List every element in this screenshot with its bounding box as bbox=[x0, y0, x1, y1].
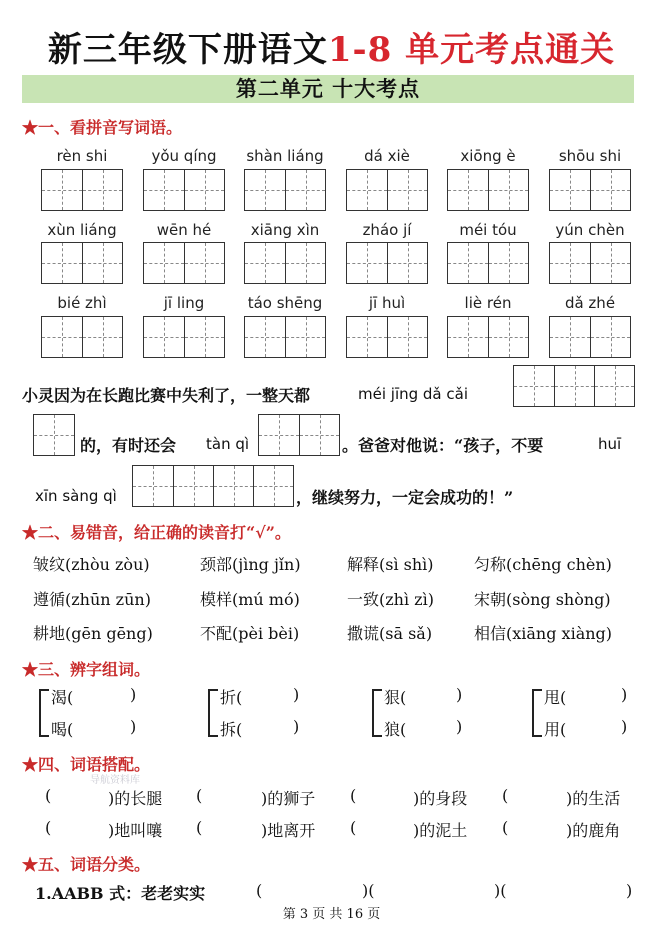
grid-cell[interactable] bbox=[347, 243, 387, 283]
pair-bracket bbox=[39, 689, 49, 737]
writing-grid[interactable] bbox=[244, 316, 326, 358]
writing-grid[interactable] bbox=[346, 242, 428, 284]
grid-cell[interactable] bbox=[184, 170, 224, 210]
pair-bracket bbox=[372, 689, 382, 737]
grid-cell[interactable] bbox=[42, 317, 82, 357]
pair-bracket bbox=[208, 689, 218, 737]
pinyin-prompt: bié zhì bbox=[57, 294, 107, 312]
grid-cell[interactable] bbox=[488, 317, 528, 357]
grid-cell[interactable] bbox=[245, 243, 285, 283]
grid-cell[interactable] bbox=[448, 317, 488, 357]
pronunciation-item[interactable]: 宋朝(sòng shòng) bbox=[474, 590, 611, 609]
grid-cell[interactable] bbox=[554, 366, 594, 406]
grid-cell[interactable] bbox=[173, 466, 213, 506]
collocation-open-paren[interactable]: ( bbox=[502, 786, 509, 805]
pronunciation-item[interactable]: 一致(zhì zì) bbox=[347, 590, 434, 609]
passage-grid-4[interactable] bbox=[132, 465, 294, 507]
collocation-open-paren[interactable]: ( bbox=[196, 818, 203, 837]
writing-grid[interactable] bbox=[143, 316, 225, 358]
grid-cell[interactable] bbox=[387, 317, 427, 357]
classify-paren-2: )( bbox=[362, 881, 375, 900]
pair-char[interactable]: 折( bbox=[220, 688, 243, 707]
collocation-open-paren[interactable]: ( bbox=[45, 786, 52, 805]
grid-cell[interactable] bbox=[448, 170, 488, 210]
pinyin-prompt: jī ling bbox=[163, 294, 205, 312]
pinyin-prompt: yǒu qíng bbox=[151, 147, 217, 165]
unit-bar: 第二单元 十大考点 bbox=[22, 75, 634, 103]
pinyin-prompt: dǎ zhé bbox=[564, 294, 616, 312]
collocation-open-paren[interactable]: ( bbox=[350, 818, 357, 837]
grid-cell[interactable] bbox=[590, 243, 630, 283]
passage-line-3: ，继续努力，一定会成功的！” bbox=[296, 488, 514, 507]
pair-char[interactable]: 狼( bbox=[384, 720, 407, 739]
pinyin-prompt: xiōng è bbox=[460, 147, 516, 165]
pair-close-paren: ) bbox=[130, 685, 137, 704]
pinyin-prompt: shàn liáng bbox=[246, 147, 324, 165]
pair-char[interactable]: 用( bbox=[544, 720, 567, 739]
pinyin-prompt: méi tóu bbox=[459, 221, 517, 239]
pair-bracket bbox=[532, 689, 542, 737]
collocation-phrase: )的生活 bbox=[566, 789, 621, 808]
pronunciation-item[interactable]: 撒谎(sā sǎ) bbox=[347, 624, 433, 643]
writing-grid[interactable] bbox=[143, 169, 225, 211]
writing-grid[interactable] bbox=[346, 316, 428, 358]
pinyin-prompt: liè rén bbox=[464, 294, 512, 312]
pronunciation-item[interactable]: 解释(sì shì) bbox=[347, 555, 434, 574]
classify-label: 1.AABB 式：老老实实 bbox=[35, 884, 206, 903]
pair-close-paren: ) bbox=[621, 717, 628, 736]
grid-cell[interactable] bbox=[34, 415, 74, 455]
grid-cell[interactable] bbox=[144, 170, 184, 210]
pinyin-prompt: yún chèn bbox=[555, 221, 625, 239]
pair-close-paren: ) bbox=[293, 717, 300, 736]
page-title bbox=[0, 22, 663, 71]
collocation-phrase: )的长腿 bbox=[108, 789, 163, 808]
collocation-open-paren[interactable]: ( bbox=[350, 786, 357, 805]
pinyin-prompt: wēn hé bbox=[156, 221, 212, 239]
grid-cell[interactable] bbox=[387, 170, 427, 210]
grid-cell[interactable] bbox=[245, 170, 285, 210]
writing-grid[interactable] bbox=[549, 169, 631, 211]
section-1-heading: ★一、看拼音写词语。 bbox=[22, 118, 183, 137]
grid-cell[interactable] bbox=[133, 466, 173, 506]
classify-paren-3: )( bbox=[494, 881, 507, 900]
grid-cell[interactable] bbox=[590, 170, 630, 210]
pair-close-paren: ) bbox=[621, 685, 628, 704]
pinyin-prompt: shōu shi bbox=[558, 147, 622, 165]
writing-grid[interactable] bbox=[549, 316, 631, 358]
grid-cell[interactable] bbox=[259, 415, 299, 455]
grid-cell[interactable] bbox=[285, 317, 325, 357]
section-3-heading: ★三、辨字组词。 bbox=[22, 660, 151, 679]
pair-char[interactable]: 渴( bbox=[51, 688, 74, 707]
grid-cell[interactable] bbox=[550, 243, 590, 283]
passage-line-2b: 。爸爸对他说：“孩子，不要 bbox=[342, 436, 544, 455]
pinyin-prompt: dá xiè bbox=[364, 147, 410, 165]
grid-cell[interactable] bbox=[82, 317, 122, 357]
pair-close-paren: ) bbox=[130, 717, 137, 736]
pronunciation-item[interactable]: 遵循(zhūn zūn) bbox=[33, 590, 151, 609]
section-2-heading: ★二、易错音，给正确的读音打“√”。 bbox=[22, 523, 291, 542]
pinyin-prompt: táo shēng bbox=[247, 294, 323, 312]
collocation-phrase: )的泥土 bbox=[413, 821, 468, 840]
section-4-heading: ★四、词语搭配。 bbox=[22, 755, 151, 774]
pinyin-prompt: zháo jí bbox=[362, 221, 412, 239]
passage-line-1: 小灵因为在长跑比赛中失利了，一整天都 bbox=[22, 386, 311, 405]
grid-cell[interactable] bbox=[144, 317, 184, 357]
grid-cell[interactable] bbox=[184, 243, 224, 283]
title-highlight: 1-8 单元考点通关 bbox=[327, 30, 616, 70]
writing-grid[interactable] bbox=[549, 242, 631, 284]
collocation-open-paren[interactable]: ( bbox=[196, 786, 203, 805]
grid-cell[interactable] bbox=[387, 243, 427, 283]
pronunciation-item[interactable]: 皱纹(zhòu zòu) bbox=[33, 555, 150, 574]
writing-grid[interactable] bbox=[41, 242, 123, 284]
grid-cell[interactable] bbox=[550, 170, 590, 210]
grid-cell[interactable] bbox=[488, 170, 528, 210]
pair-close-paren: ) bbox=[456, 717, 463, 736]
passage-grid-1[interactable] bbox=[513, 365, 635, 407]
pinyin-prompt: rèn shi bbox=[56, 147, 108, 165]
collocation-phrase: )地叫嚷 bbox=[108, 821, 163, 840]
grid-cell[interactable] bbox=[488, 243, 528, 283]
passage-grid-3[interactable] bbox=[258, 414, 340, 456]
writing-grid[interactable] bbox=[346, 169, 428, 211]
collocation-phrase: )的狮子 bbox=[261, 789, 316, 808]
grid-cell[interactable] bbox=[514, 366, 554, 406]
grid-cell[interactable] bbox=[82, 243, 122, 283]
pair-close-paren: ) bbox=[293, 685, 300, 704]
pronunciation-item[interactable]: 匀称(chēng chèn) bbox=[474, 555, 612, 574]
pair-char[interactable]: 拆( bbox=[220, 720, 243, 739]
passage-pinyin-3b: xīn sàng qì bbox=[35, 487, 117, 505]
pinyin-prompt: xùn liáng bbox=[47, 221, 117, 239]
passage-pinyin-3a: huī bbox=[598, 435, 622, 453]
grid-cell[interactable] bbox=[285, 243, 325, 283]
grid-cell[interactable] bbox=[347, 317, 387, 357]
pair-char[interactable]: 狠( bbox=[384, 688, 407, 707]
collocation-open-paren[interactable]: ( bbox=[502, 818, 509, 837]
pronunciation-item[interactable]: 耕地(gēn gēng) bbox=[33, 624, 153, 643]
writing-grid[interactable] bbox=[447, 316, 529, 358]
grid-cell[interactable] bbox=[594, 366, 634, 406]
collocation-phrase: )的身段 bbox=[413, 789, 468, 808]
pinyin-prompt: jī huì bbox=[368, 294, 406, 312]
pair-char[interactable]: 喝( bbox=[51, 720, 74, 739]
writing-grid[interactable] bbox=[143, 242, 225, 284]
collocation-phrase: )的鹿角 bbox=[566, 821, 621, 840]
writing-grid[interactable] bbox=[41, 316, 123, 358]
grid-cell[interactable] bbox=[213, 466, 253, 506]
grid-cell[interactable] bbox=[184, 317, 224, 357]
grid-cell[interactable] bbox=[42, 170, 82, 210]
grid-cell[interactable] bbox=[82, 170, 122, 210]
grid-cell[interactable] bbox=[590, 317, 630, 357]
grid-cell[interactable] bbox=[448, 243, 488, 283]
passage-pinyin-1: méi jīng dǎ cǎi bbox=[358, 385, 468, 403]
pair-close-paren: ) bbox=[456, 685, 463, 704]
pair-char[interactable]: 甩( bbox=[544, 688, 567, 707]
grid-cell[interactable] bbox=[299, 415, 339, 455]
section-5-heading: ★五、词语分类。 bbox=[22, 855, 151, 874]
grid-cell[interactable] bbox=[347, 170, 387, 210]
classify-paren-4: ) bbox=[626, 881, 633, 900]
passage-pinyin-2: tàn qì bbox=[206, 435, 250, 453]
pronunciation-item[interactable]: 模样(mú mó) bbox=[200, 590, 300, 609]
collocation-phrase: )地离开 bbox=[261, 821, 316, 840]
classify-paren-1: ( bbox=[256, 881, 263, 900]
writing-grid[interactable] bbox=[244, 242, 326, 284]
watermark: 导航资料库 bbox=[90, 775, 140, 786]
collocation-open-paren[interactable]: ( bbox=[45, 818, 52, 837]
grid-cell[interactable] bbox=[285, 170, 325, 210]
writing-grid[interactable] bbox=[447, 169, 529, 211]
pronunciation-item[interactable]: 颈部(jìng jǐn) bbox=[200, 555, 301, 574]
pronunciation-item[interactable]: 不配(pèi bèi) bbox=[200, 624, 300, 643]
writing-grid[interactable] bbox=[41, 169, 123, 211]
grid-cell[interactable] bbox=[42, 243, 82, 283]
writing-grid[interactable] bbox=[447, 242, 529, 284]
grid-cell[interactable] bbox=[245, 317, 285, 357]
writing-grid[interactable] bbox=[244, 169, 326, 211]
grid-cell[interactable] bbox=[550, 317, 590, 357]
pinyin-prompt: xiāng xìn bbox=[250, 221, 320, 239]
passage-line-2a: 的，有时还会 bbox=[80, 436, 177, 455]
title-main: 新三年级下册语文 bbox=[47, 30, 328, 70]
pronunciation-item[interactable]: 相信(xiāng xiàng) bbox=[474, 624, 613, 643]
grid-cell[interactable] bbox=[253, 466, 293, 506]
page-footer: 第 3 页 共 16 页 bbox=[282, 907, 381, 922]
passage-grid-2[interactable] bbox=[33, 414, 75, 456]
grid-cell[interactable] bbox=[144, 243, 184, 283]
